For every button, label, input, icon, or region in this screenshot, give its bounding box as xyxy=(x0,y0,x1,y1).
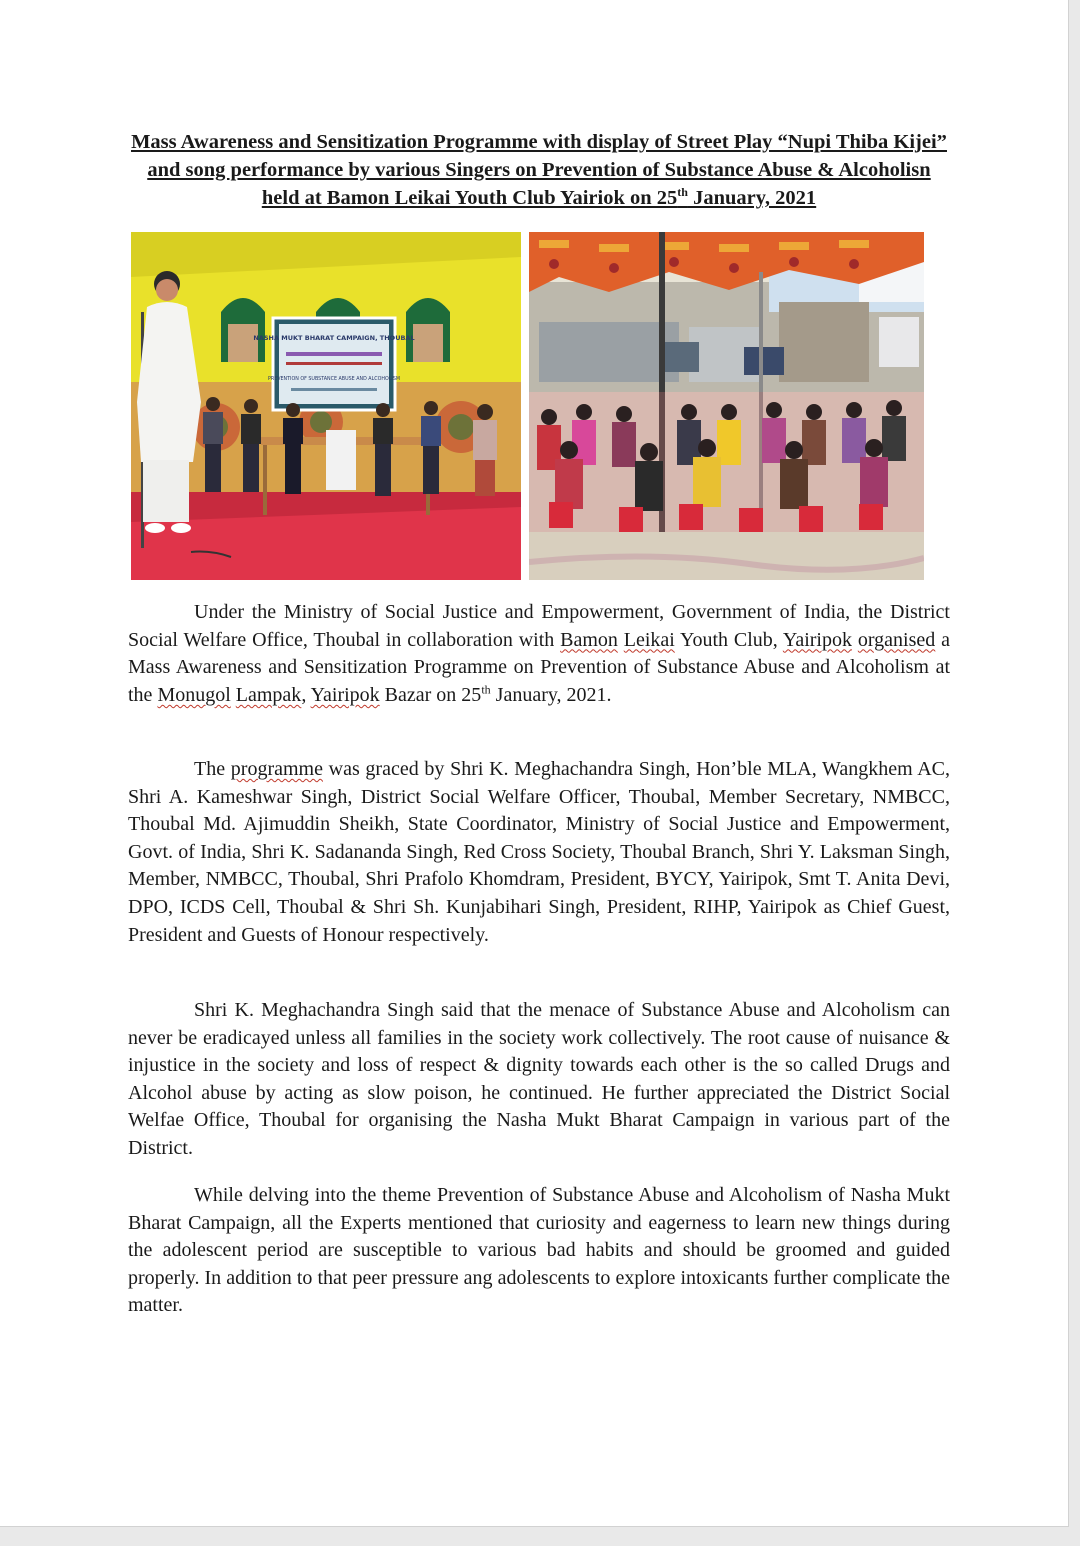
paragraph-3: Shri K. Meghachandra Singh said that the menace of Substance Abuse and Alcoholism can never be eradicayed unless all families in the society work collectively. The root cause of nuisance & injustice in the society and loss of respect & dignity towards each other is the so called Drugs and Alcohol abuse by acting as slow poison, he continued. He further appreciated the District Social Welfae Office, Thoubal for organising the Nasha Mukt Bharat Campaign in various part of the District. xyxy=(128,999,950,1159)
banner-line2: PREVENTION OF SUBSTANCE ABUSE AND ALCOHOLISM xyxy=(267,377,401,382)
photo-audience xyxy=(529,232,924,580)
paragraph-4: While delving into the theme Prevention of Substance Abuse and Alcoholism of Nasha Mukt Bharat Campaign, all the Experts mentioned that curiosity and eagerness to learn new things during the adolescent period are susceptible to various bad habits and should be groomed and guided properly. In addition to that peer pressure ang adolescents to explore intoxicants further complicate the matter. xyxy=(128,1184,950,1317)
photo-stage-speaker xyxy=(131,232,521,580)
paragraph-2: The programme was graced by Shri K. Meghachandra Singh, Hon’ble MLA, Wangkhem AC, Shri A. Kameshwar Singh, District Social Welfare Officer, Thoubal, Member Secretary, NMBCC, Thoubal Md. Ajimuddin Sheikh, State Coordinator, Ministry of Social Justice and Empowerment, Govt. of India, Shri K. Sadananda Singh, Red Cross Society, Thoubal Branch, Shri Y. Laksman Singh, Member, NMBCC, Thoubal, Shri Prafolo Khomdram, President, BYCY, Yairipok, Smt T. Anita Devi, DPO, ICDS Cell, Thoubal & Shri Sh. Kunjabihari Singh, President, RIHP, Yairipok as Chief Guest, President and Guests of Honour respectively. xyxy=(128,758,951,946)
paragraph-1: Under the Ministry of Social Justice and Empowerment, Government of India, the District Social Welfare Office, Thoubal in collaboration with Bamon Leikai Youth Club, Yairipok organised a Mass Awareness and Sensitization Programme on Prevention of Substance Abuse and Alcoholism at the Monugol Lampak, Yairipok Bazar on 25th January, 2021. xyxy=(128,601,951,706)
banner-line1: NASHA MUKT BHARAT CAMPAIGN, THOUBAL xyxy=(253,334,415,342)
document-title xyxy=(128,128,950,212)
title-text: Mass Awareness and Sensitization Programme with display of Street Play “Nupi Thiba Kijei” and song performance by various Singers on Prevention of Substance Abuse & Alcoholisn held at Bamon Leikai Youth Club Yairiok on 25th January, 2021 xyxy=(131,131,947,209)
